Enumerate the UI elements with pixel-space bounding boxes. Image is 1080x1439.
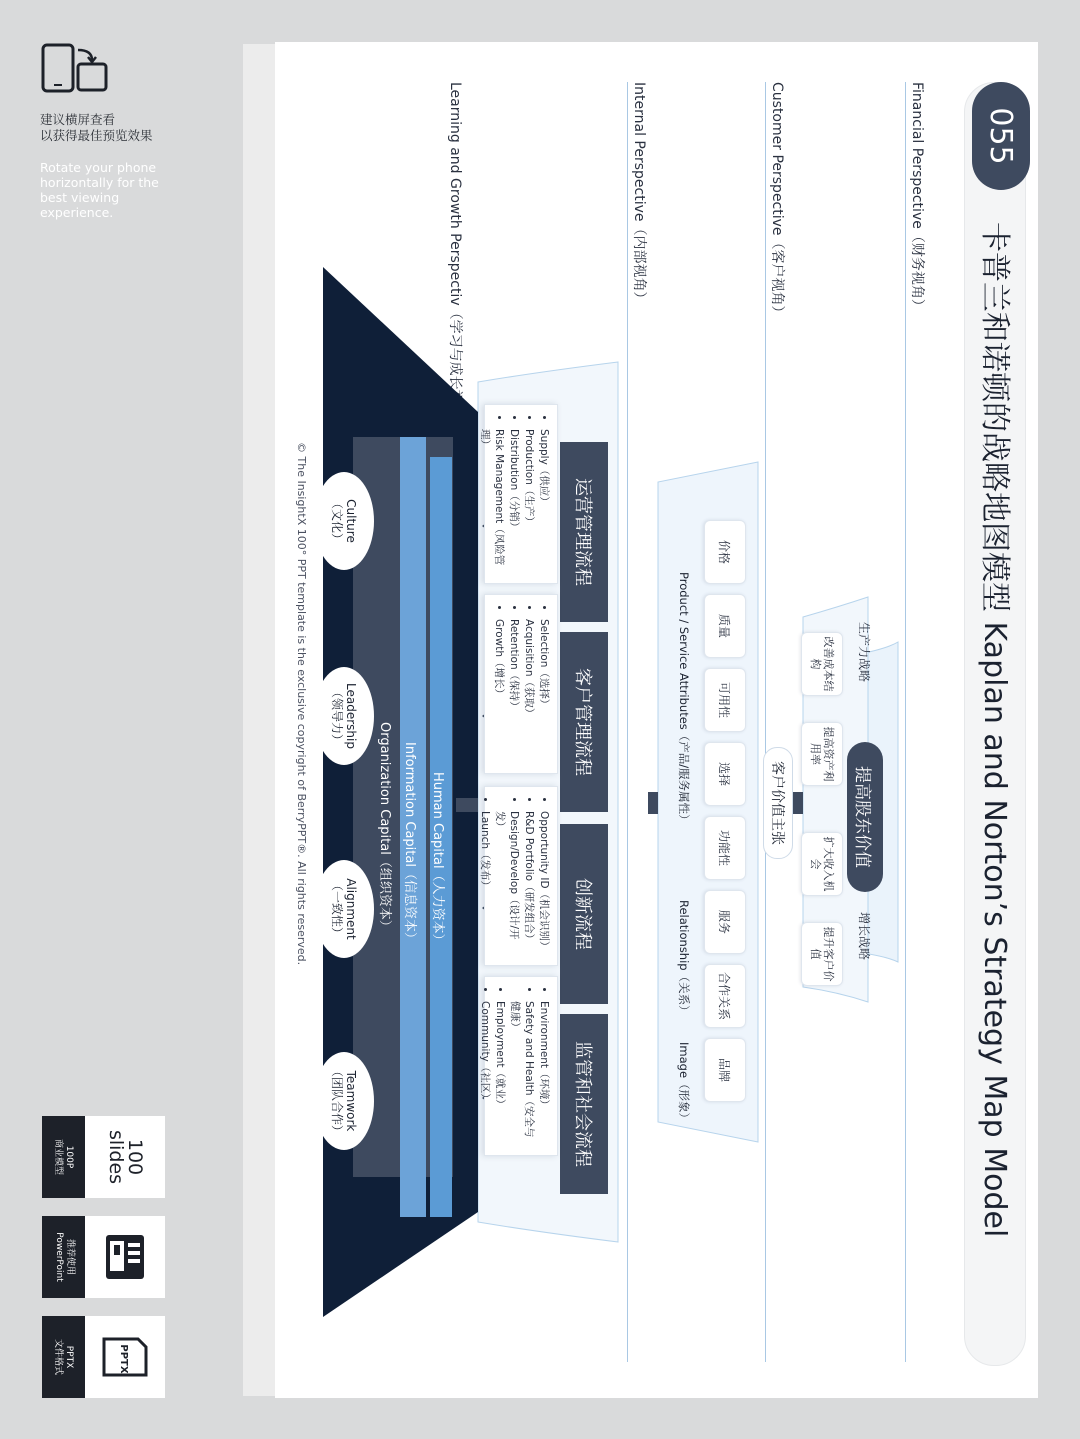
rotate-note-en: Rotate your phone horizontally for the best viewing experience. [40,160,159,220]
pptx-icon-text: PPTX [118,1344,129,1374]
rotate-phone-icon [40,42,110,94]
teamwork-cn: （团队合作） [330,1064,344,1137]
alignment-cn: （一致性） [330,878,344,939]
culture-cn: （文化） [330,496,344,545]
rotate-note-cn-2: 以获得最佳预览效果 [40,128,153,143]
process-item: • Acquisition（获取） [522,619,536,763]
process-item: • Supply（供应） [537,429,551,573]
process-body-customer [484,594,558,774]
growth-strategy-label: 增长战略 [857,912,871,961]
information-capital-label: Information Capital（信息资本） [402,742,417,945]
teamwork-en: Teamwork [344,1070,358,1132]
organization-capital-label: Organization Capital（组织资本） [377,722,392,933]
leadership-en: Leadership [344,683,358,749]
slide-card [275,42,1038,1398]
process-item: • Community（社区） [478,1001,492,1145]
attr-functionality: 功能性 [704,816,746,880]
process-item: • Distribution（分销） [507,429,521,573]
financial-perspective-label: Financial Perspective（财务视角） [909,82,925,313]
teamwork-oval [314,1052,374,1150]
slide-canvas [275,42,1038,1398]
slide-shadow [243,44,279,1396]
powerpoint-icon [102,1231,148,1283]
fin-box-customer-value: 提升客户价值 [801,922,843,986]
badge-powerpoint-label: 推荐使用 PowerPoint [53,1232,75,1282]
process-item: • Risk Management（风险管理） [478,429,506,573]
process-body-innovation [479,786,558,966]
leadership-cn: （领导力） [330,685,344,746]
culture-oval [314,472,374,570]
page-title: 卡普兰和诺顿的战略地图模型 Kaplan and Norton’s Strategy Map Model [977,222,1012,1238]
slide-number: 055 [972,82,1030,190]
badge-powerpoint [42,1216,165,1298]
leadership-oval [314,667,374,765]
badge-pptx [42,1316,165,1398]
badge-slides-count: 100 slides [104,1129,146,1185]
process-item: • Environment（环境） [537,1001,551,1145]
process-item: • Retention（保持） [507,619,521,763]
alignment-en: Alignment [344,878,358,940]
badge-pptx-label: PPTX 文件格式 [53,1338,75,1376]
product-service-attributes-label: Product / Service Attributes（产品/服务属性） [677,572,691,826]
process-item: • Launch（发布） [478,811,492,955]
fin-connector [793,792,803,814]
cust-connector [648,792,658,814]
culture-en: Culture [344,499,358,543]
fin-box-cost: 改善成本结构 [801,632,843,696]
attr-price: 价格 [704,520,746,584]
internal-perspective-label: Internal Perspective（内部视角） [631,82,647,306]
rotate-note-cn-1: 建议横屏查看 [40,112,116,127]
process-item: • Design/Develop（设计/开发） [493,811,521,955]
attr-selection: 选择 [704,742,746,806]
alignment-oval [314,860,374,958]
process-body-regulatory [479,976,558,1156]
learning-perspective-label: Learning and Growth Perspectiv（学习与成长视角） [447,82,463,432]
image-label: Image（形象） [677,1042,691,1125]
process-item: • Production（生产） [522,429,536,573]
attr-partnership: 合作关系 [704,964,746,1028]
process-body-operations [479,404,558,584]
customer-perspective-label: Customer Perspective（客户视角） [769,82,785,320]
badge-slides-label: 100P 商业模型 [53,1138,75,1176]
process-item: • Growth（增长） [492,619,506,763]
process-head-customer: 客户管理流程 [560,632,608,812]
attr-service: 服务 [704,890,746,954]
badge-slides [42,1116,165,1198]
value-proposition-pill: 客户价值主张 [763,747,793,859]
attr-quality: 质量 [704,594,746,658]
process-head-regulatory: 监管和社会流程 [560,1014,608,1194]
int-connector [456,798,478,812]
process-head-operations: 运营管理流程 [560,442,608,622]
process-item: • Safety and Health（安全与健康） [508,1001,536,1145]
strategy-map-shapes [275,42,1038,1398]
pptx-file-icon [100,1335,150,1379]
shareholder-value-pill: 提高股东价值 [847,742,883,892]
process-item: • Employment（就业） [493,1001,507,1145]
process-item: • R&D Portfolio（研发组合） [522,811,536,955]
process-head-innovation: 创新流程 [560,824,608,1004]
copyright-notice: © The InsightX 100° PPT template is the exclusive copyright of BerryPPT®. All rights reserved. [295,442,308,966]
process-item: • Opportunity ID（机会识别） [537,811,551,955]
attr-brand: 品牌 [704,1038,746,1102]
fin-box-revenue: 扩大收入机会 [801,832,843,896]
attr-availability: 可用性 [704,668,746,732]
fin-box-asset: 提高资产利用率 [801,722,843,786]
human-capital-label: Human Capital（人力资本） [430,772,445,947]
process-item: • Selection（选择） [537,619,551,763]
relationship-label: Relationship（关系） [677,900,691,1017]
productivity-strategy-label: 生产力战略 [857,622,871,683]
